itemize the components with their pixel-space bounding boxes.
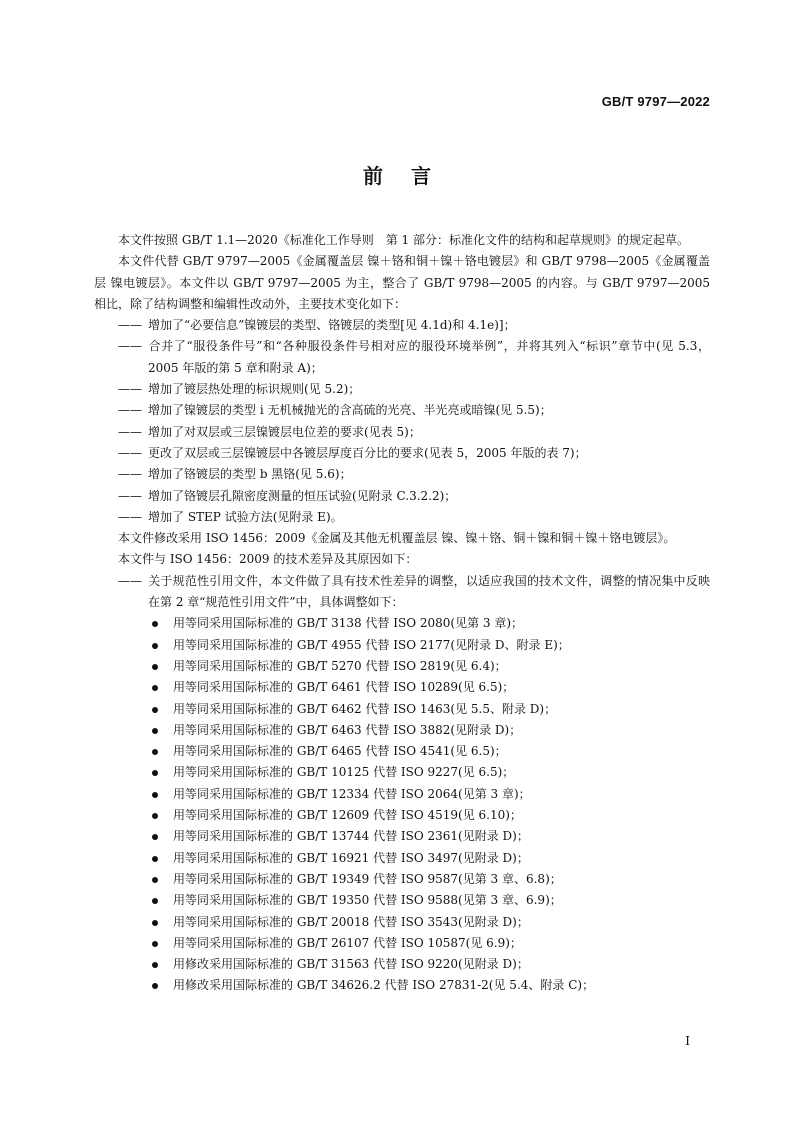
bullet-dot-icon [152,685,158,691]
reference-item-text: 用等同采用国际标准的 GB/T 6461 代替 ISO 10289(见 6.5)； [173,680,515,695]
change-item [94,507,710,528]
reference-item [94,699,710,720]
change-item-text: 更改了双层或三层镍镀层中各镀层厚度百分比的要求(见表 5，2005 年版的表 7)； [148,445,587,460]
reference-item [94,933,710,954]
bullet-dot-icon [152,770,158,776]
page-title [0,160,794,189]
bullet-dot-icon [152,813,158,819]
change-item [94,315,710,336]
change-item [94,486,710,507]
title-char-1: 前 [363,164,383,188]
reference-adjustments-list [94,613,710,996]
document-body [94,230,710,997]
dash-mark: —— [118,403,142,418]
reference-item [94,826,710,847]
change-item [94,464,710,485]
dash-mark: —— [118,488,142,503]
change-item-text: 增加了 STEP 试验方法(见附录 E)。 [148,509,343,524]
reference-item-text: 用等同采用国际标准的 GB/T 20018 代替 ISO 3543(见附录 D)； [173,914,529,929]
reference-item [94,848,710,869]
reference-item-text: 用等同采用国际标准的 GB/T 4955 代替 ISO 2177(见附录 D、附录 E)； [173,637,570,652]
change-item [94,400,710,421]
bullet-dot-icon [152,792,158,798]
dash-mark: —— [118,509,142,524]
dash-mark: —— [118,467,142,482]
reference-item [94,720,710,741]
reference-item [94,677,710,698]
reference-item-text: 用等同采用国际标准的 GB/T 19349 代替 ISO 9587(见第 3 章、6.8)； [173,871,562,886]
dash-mark: —— [118,445,142,460]
reference-item [94,762,710,783]
change-item [94,336,710,379]
bullet-dot-icon [152,983,158,989]
change-item-text: 增加了铬镀层的类型 b 黑铬(见 5.6)； [148,467,352,482]
reference-item-text: 用修改采用国际标准的 GB/T 31563 代替 ISO 9220(见附录 D)； [173,957,529,972]
reference-item [94,741,710,762]
bullet-dot-icon [152,728,158,734]
reference-item-text: 用等同采用国际标准的 GB/T 6465 代替 ISO 4541(见 6.5)； [173,744,507,759]
change-item-text: 增加了对双层或三层镍镀层电位差的要求(见表 5)； [148,424,421,439]
differences-intro-text: 关于规范性引用文件，本文件做了具有技术性差异的调整，以适应我国的技术文件，调整的情况集中反映在第 2 章“规范性引用文件”中，具体调整如下： [148,573,710,610]
dash-mark: —— [118,573,142,588]
bullet-dot-icon [152,707,158,713]
change-item [94,379,710,400]
reference-item [94,635,710,656]
change-item-text: 增加了镀层热处理的标识规则(见 5.2)； [148,382,361,397]
page-number: I [685,1034,690,1048]
reference-item [94,805,710,826]
change-item [94,422,710,443]
dash-mark: —— [118,339,142,354]
reference-item-text: 用等同采用国际标准的 GB/T 16921 代替 ISO 3497(见附录 D)； [173,850,529,865]
bullet-dot-icon [152,962,158,968]
reference-item-text: 用等同采用国际标准的 GB/T 3138 代替 ISO 2080(见第 3 章)； [173,616,524,631]
reference-item-text: 用等同采用国际标准的 GB/T 10125 代替 ISO 9227(见 6.5)； [173,765,515,780]
bullet-dot-icon [152,834,158,840]
change-item [94,443,710,464]
reference-item [94,869,710,890]
reference-item-text: 用等同采用国际标准的 GB/T 13744 代替 ISO 2361(见附录 D)； [173,829,529,844]
bullet-dot-icon [152,920,158,926]
reference-item [94,784,710,805]
standard-number: GB/T 9797—2022 [601,94,710,109]
reference-item [94,912,710,933]
reference-item [94,890,710,911]
paragraph-drafting-rules: 本文件按照 GB/T 1.1—2020《标准化工作导则 第 1 部分：标准化文件的结构和起草规则》的规定起草。 [118,233,689,247]
reference-item-text: 用等同采用国际标准的 GB/T 5270 代替 ISO 2819(见 6.4)； [173,658,507,673]
change-item-text: 增加了镍镀层的类型 i 无机械抛光的含高硫的光亮、半光亮或暗镍(见 5.5)； [148,403,552,418]
paragraph-iso-adoption: 本文件修改采用 ISO 1456：2009《金属及其他无机覆盖层 镍、镍＋铬、铜＋镍和铜＋镍＋铬电镀层》。 [118,531,676,546]
bullet-dot-icon [152,621,158,627]
technical-changes-list [94,315,710,528]
change-item-text: 增加了“必要信息”镍镀层的类型、铬镀层的类型[见 4.1d)和 4.1e)]； [148,318,516,333]
reference-item-text: 用等同采用国际标准的 GB/T 6463 代替 ISO 3882(见附录 D)； [173,722,522,737]
title-char-2: 言 [411,164,431,188]
reference-item [94,656,710,677]
differences-intro-item [94,571,710,614]
reference-item-text: 用等同采用国际标准的 GB/T 12334 代替 ISO 2064(见第 3 章)； [173,786,531,801]
paragraph-differences: 本文件与 ISO 1456：2009 的技术差异及其原因如下： [118,552,418,567]
reference-item-text: 用等同采用国际标准的 GB/T 6462 代替 ISO 1463(见 5.5、附录 D)； [173,701,557,716]
dash-mark: —— [118,382,142,397]
reference-item-text: 用修改采用国际标准的 GB/T 34626.2 代替 ISO 27831-2(见 5.4、附录 C)； [173,978,595,993]
reference-item [94,613,710,634]
bullet-dot-icon [152,664,158,670]
reference-item-text: 用等同采用国际标准的 GB/T 26107 代替 ISO 10587(见 6.9)； [173,935,522,950]
change-item-text: 增加了铬镀层孔隙密度测量的恒压试验(见附录 C.3.2.2)； [148,488,457,503]
dash-mark: —— [118,318,142,333]
reference-item-text: 用等同采用国际标准的 GB/T 12609 代替 ISO 4519(见 6.10)； [173,808,522,823]
bullet-dot-icon [152,856,158,862]
bullet-dot-icon [152,898,158,904]
paragraph-replacement: 本文件代替 GB/T 9797—2005《金属覆盖层 镍＋铬和铜＋镍＋铬电镀层》和 GB/T 9798—2005《金属覆盖层 镍电镀层》。本文件以 GB/T 9797—2005 为主，整合了 GB/T 9798—2005 的内容。与 GB/T 9797—2005 相比，除了结构调整和编辑性改动外，主要技术变化如下： [94,254,710,311]
bullet-dot-icon [152,643,158,649]
bullet-dot-icon [152,877,158,883]
reference-item-text: 用等同采用国际标准的 GB/T 19350 代替 ISO 9588(见第 3 章、6.9)； [173,893,562,908]
bullet-dot-icon [152,749,158,755]
reference-item [94,954,710,975]
bullet-dot-icon [152,941,158,947]
dash-mark: —— [118,424,142,439]
reference-item [94,975,710,996]
change-item-text: 合并了“服役条件号”和“各种服役条件号相对应的服役环境举例”，并将其列入“标识”章节中(见 5.3，2005 年版的第 5 章和附录 A)； [148,339,710,375]
